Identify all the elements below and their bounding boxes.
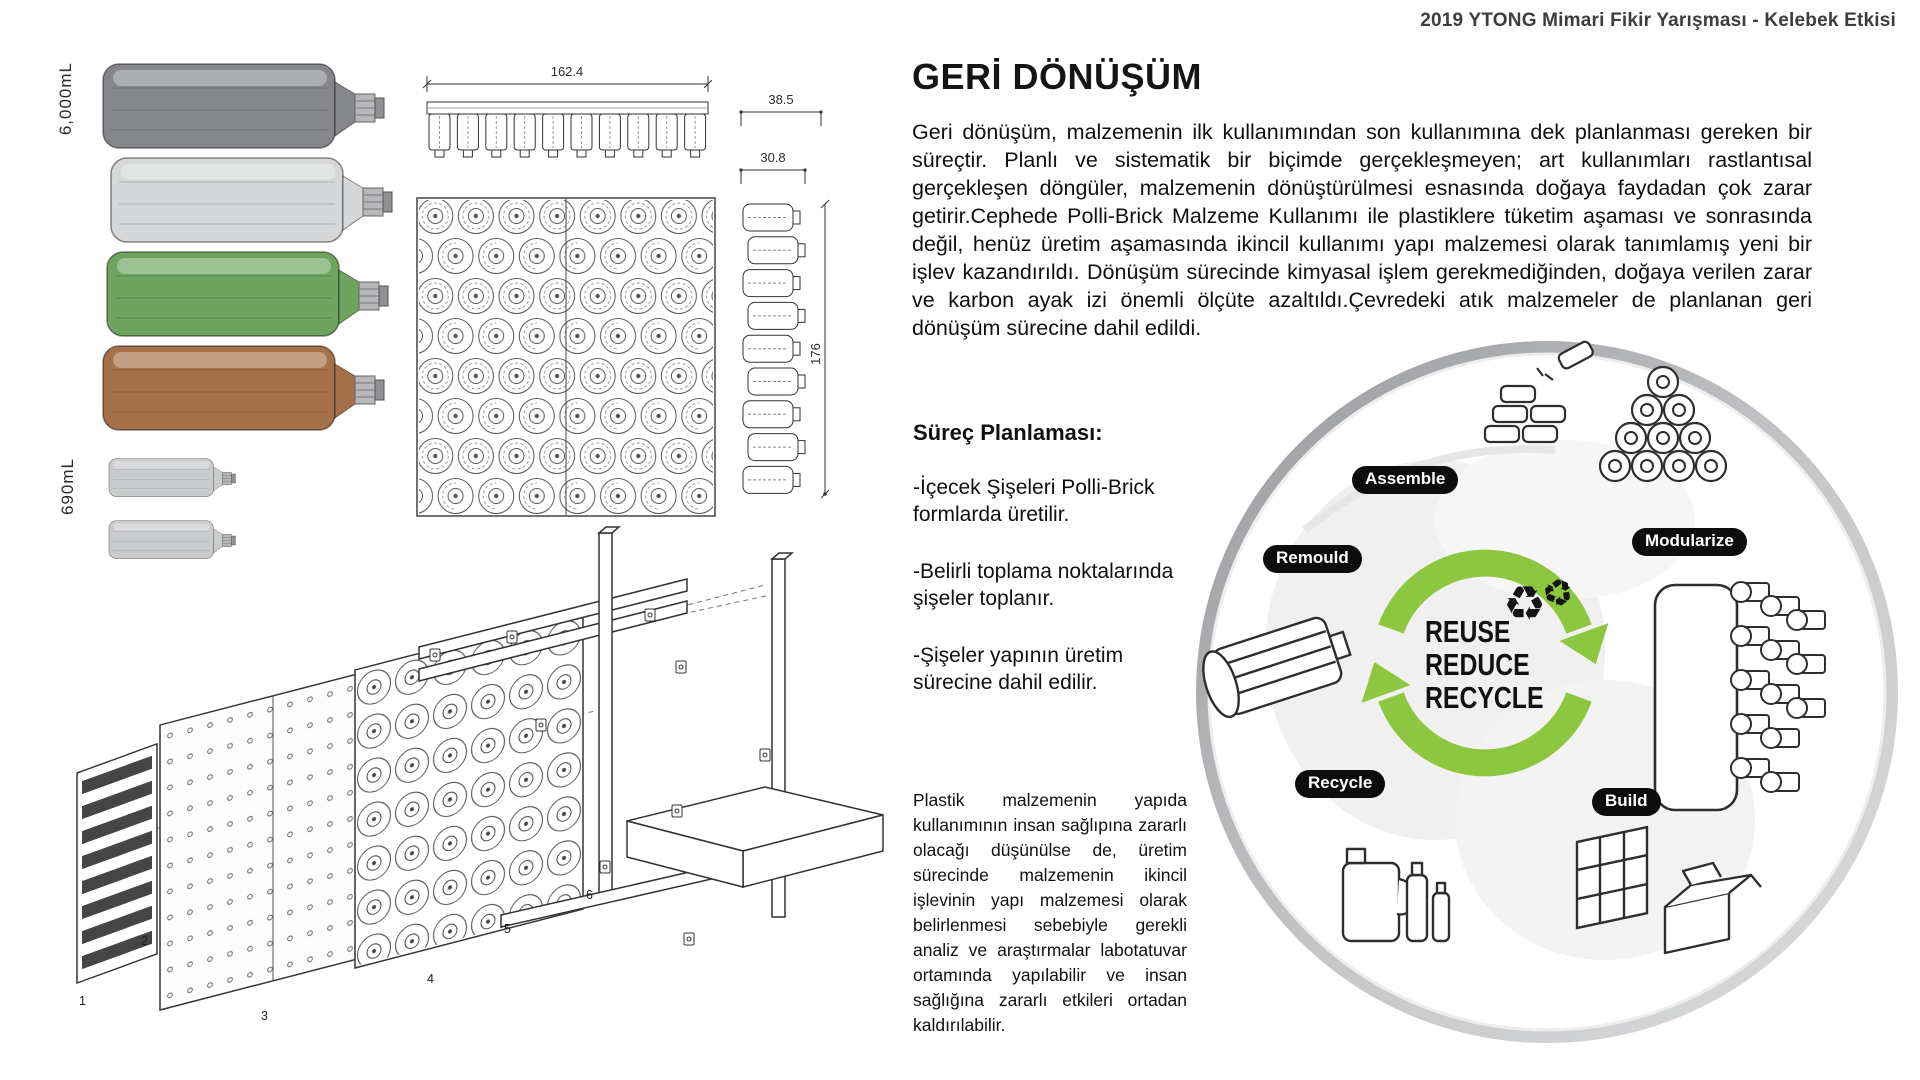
depth-dimensions <box>733 82 833 187</box>
small-bottle-volume-label: 690mL <box>58 458 77 515</box>
process-bullet-1: -İçecek Şişeleri Polli-Brick formlarda üretilir. <box>913 476 1155 526</box>
three-r-text <box>1425 616 1544 715</box>
front-panel-drawing <box>415 196 717 518</box>
process-heading: Süreç Planlaması: <box>913 420 1103 445</box>
bottle-copper <box>103 346 384 430</box>
part-number-6: 6 <box>586 888 593 902</box>
large-bottle-volume-label: 6,000mL <box>56 62 75 136</box>
intro-paragraph: Geri dönüşüm, malzemenin ilk kullanımından son kullanımına dek planlanması gereken bir süreçtir. Planlı ve sistematik bir biçimde gerçekleşmeyen; art kullanımları rastlantısal gerçekleşen döngüler, malzemenin dönüştürülmesi esnasında doğaya faydadan çok zarar getirir.Cephede Polli-Brick Malzeme Kullanımı ile plastiklere tüketim aşaması ve sonrasında değil, henüz üretim aşamasında ikincil kullanımı yapı malzemesi olarak tanımlamış yeni bir işlev kazandırıldı. Dönüşüm sürecinde kimyasal işlem gerekmediğinden, doğaya verilen zarar ve karbon ayak izi önemli ölçüte azaltıldı.Çevredeki atık malzemeler de planlanan geri dönüşüm sürecine dahil edildi. <box>912 120 1812 340</box>
process-bullet-2: -Belirli toplama noktalarında şişeler toplanır. <box>913 560 1174 610</box>
dim-depth-b: 30.8 <box>760 150 786 165</box>
plastic-note-paragraph: Plastik malzemenin yapıda kullanımının insan sağlıpına zararlı olacağı düşünülse de, üretim sürecinde malzemenin ikincil işlevinin yapı malzemesi olarak belirlenmesi sebebiyle gerekli analiz ve araştırmalar labotatuvar ortamında yapılabilir ve insan sağlığına zararlı etkileri ortadan kaldırılabilir. <box>913 790 1187 1035</box>
page-title: GERİ DÖNÜŞÜM <box>912 56 1203 97</box>
bottle-stack-drawing <box>103 58 403 453</box>
perforated-panel <box>160 667 385 1010</box>
plan-view-drawing <box>415 58 720 183</box>
bottle-green <box>107 252 388 336</box>
side-view-drawing <box>733 194 845 519</box>
modularize-label: Modularize <box>1632 528 1747 556</box>
build-label: Build <box>1592 788 1661 816</box>
dim-module-height: 176 <box>808 343 823 365</box>
remould-label: Remould <box>1263 545 1362 573</box>
recycle-cycle-diagram <box>1185 330 1909 1054</box>
assemble-label: Assemble <box>1352 466 1458 494</box>
recycle-symbol-icon: ♻ <box>1534 568 1581 619</box>
process-bullet-3: -Şişeler yapının üretim sürecine dahil edilir. <box>913 644 1124 694</box>
process-bullet-list <box>913 474 1181 726</box>
recycle-text: RECYCLE <box>1425 679 1544 715</box>
part-number-5: 5 <box>504 922 511 936</box>
part-number-1: 1 <box>79 994 86 1008</box>
part-number-3: 3 <box>261 1009 268 1023</box>
part-number-2: 2 <box>141 934 148 948</box>
competition-header: 2019 YTONG Mimari Fikir Yarışması - Kelebek Etkisi <box>1420 10 1896 31</box>
bottle-gray <box>103 64 384 148</box>
cycle-illustration <box>1185 330 1909 1054</box>
recycle-symbol-icon: ♻ <box>1503 576 1547 632</box>
dim-module-width: 162.4 <box>550 64 584 79</box>
exploded-assembly-drawing <box>65 515 885 1045</box>
recycle-label: Recycle <box>1295 770 1385 798</box>
part-number-4: 4 <box>427 972 434 986</box>
reuse-text: REUSE <box>1425 614 1511 649</box>
dim-depth-a: 38.5 <box>768 92 794 107</box>
reduce-text: REDUCE <box>1425 646 1530 682</box>
bottle-silver <box>111 158 392 242</box>
